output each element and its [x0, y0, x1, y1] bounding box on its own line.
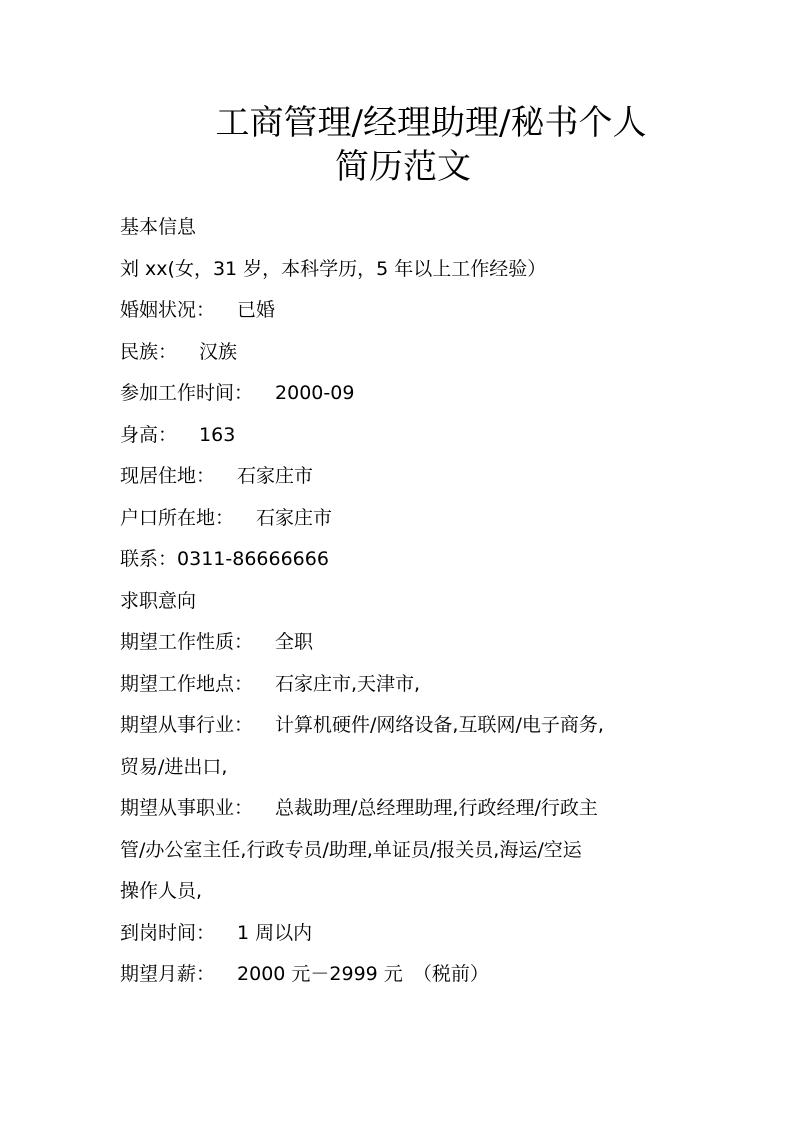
- industry-label: 期望从事行业：: [120, 714, 254, 736]
- height-value: 163: [199, 424, 236, 446]
- hukou-value: 石家庄市: [256, 507, 333, 529]
- residence-value: 石家庄市: [237, 465, 314, 487]
- job-location-value: 石家庄市,天津市,: [275, 673, 421, 695]
- hukou-label: 户口所在地：: [120, 507, 235, 529]
- marital-status-value: 已婚: [237, 299, 276, 321]
- contact-value: 0311-86666666: [177, 548, 329, 570]
- job-type-value: 全职: [275, 631, 314, 653]
- basic-info-heading: 基本信息: [120, 216, 197, 238]
- job-location-label: 期望工作地点：: [120, 673, 254, 695]
- work-start-value: 2000-09: [275, 382, 355, 404]
- height-row: [120, 422, 235, 448]
- salary-label: 期望月薪：: [120, 963, 216, 985]
- start-time-label: 到岗时间：: [120, 922, 216, 944]
- industry-row: [120, 712, 604, 738]
- job-intent-heading: 求职意向: [120, 590, 197, 612]
- page-title-line2: 简历范文: [335, 147, 471, 187]
- start-time-row: [120, 920, 312, 946]
- marital-status-label: 婚姻状况：: [120, 299, 216, 321]
- contact-row: [120, 546, 329, 572]
- industry-value-line2: 贸易/进出口,: [120, 756, 228, 778]
- ethnicity-label: 民族：: [120, 341, 178, 363]
- candidate-summary: 刘 xx(女，31 岁，本科学历，5 年以上工作经验）: [120, 258, 547, 280]
- marital-status-row: [120, 297, 275, 323]
- job-type-label: 期望工作性质：: [120, 631, 254, 653]
- job-type-row: [120, 629, 313, 655]
- start-time-value: 1 周以内: [237, 922, 313, 944]
- position-label: 期望从事职业：: [120, 797, 254, 819]
- job-location-row: [120, 671, 420, 697]
- ethnicity-value: 汉族: [199, 341, 238, 363]
- contact-label: 联系：: [120, 548, 178, 570]
- position-value-line2: 管/办公室主任,行政专员/助理,单证员/报关员,海运/空运: [120, 839, 582, 861]
- ethnicity-row: [120, 339, 237, 365]
- position-value-line1: 总裁助理/总经理助理,行政经理/行政主: [275, 797, 598, 819]
- salary-note: （税前）: [412, 963, 489, 985]
- height-label: 身高：: [120, 424, 178, 446]
- salary-value: 2000 元－2999 元: [237, 963, 403, 985]
- page-title-line1: 工商管理/经理助理/秘书个人: [215, 103, 647, 143]
- residence-label: 现居住地：: [120, 465, 216, 487]
- position-value-line3: 操作人员,: [120, 880, 203, 902]
- work-start-label: 参加工作时间：: [120, 382, 254, 404]
- hukou-row: [120, 505, 332, 531]
- position-row: [120, 795, 598, 821]
- residence-row: [120, 463, 313, 489]
- work-start-row: [120, 380, 354, 406]
- salary-row: [120, 961, 489, 987]
- industry-value-line1: 计算机硬件/网络设备,互联网/电子商务,: [275, 714, 604, 736]
